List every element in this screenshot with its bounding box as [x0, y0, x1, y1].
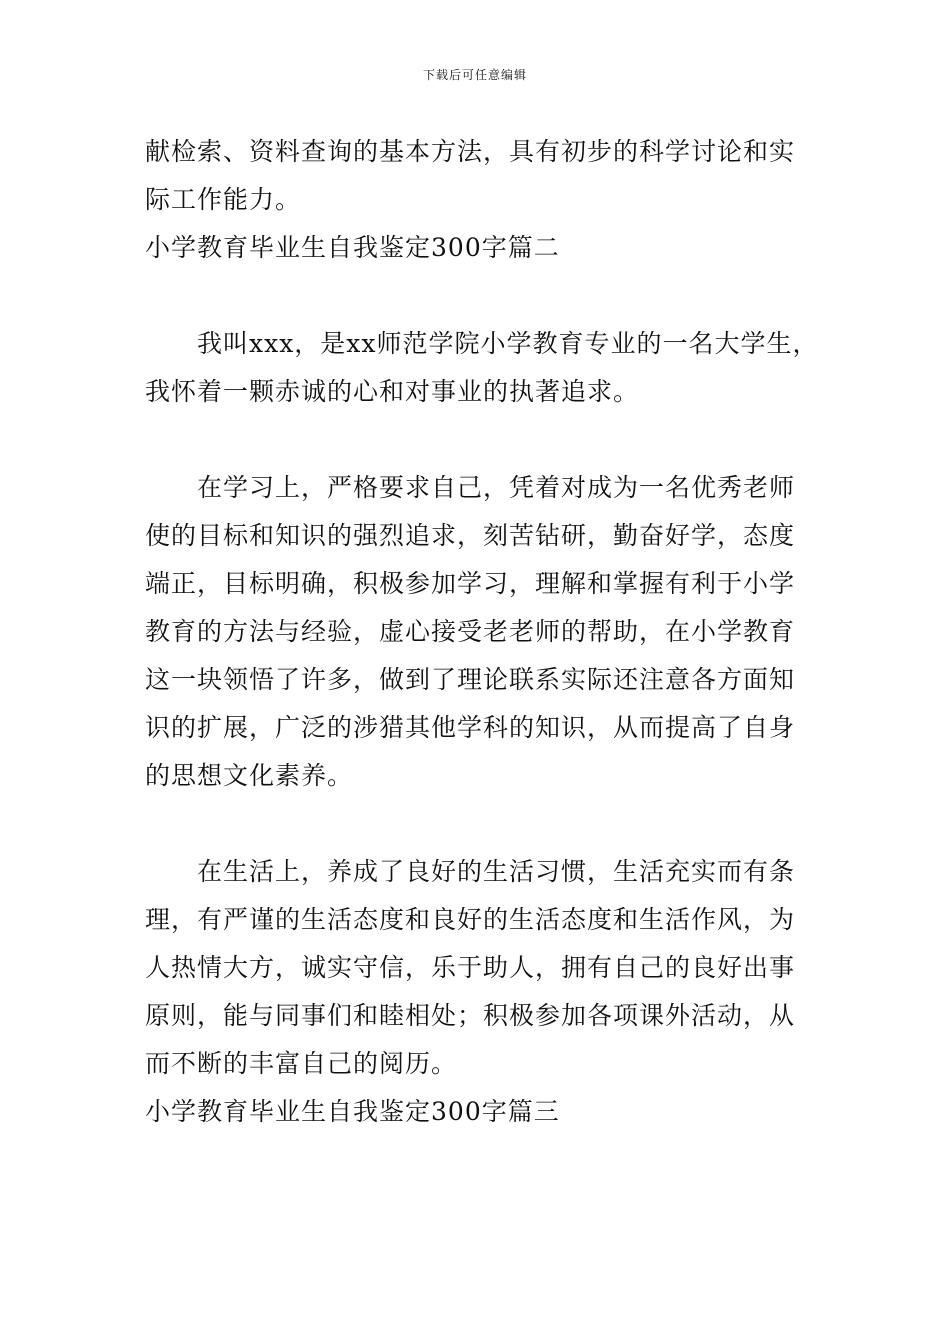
document-body [145, 128, 825, 1136]
paragraph-2-line-5: 这一块领悟了许多，做到了理论联系实际还注意各方面知 [145, 665, 796, 694]
paragraph-2-line-4: 教育的方法与经验，虚心接受老老师的帮助，在小学教育 [145, 617, 796, 646]
paragraph-gap [145, 800, 825, 848]
paragraph-2-line-2: 使的目标和知识的强烈追求，刻苦钻研，勤奋好学，态度 [145, 521, 796, 550]
paragraph-3-line-3: 人热情大方，诚实守信，乐于助人，拥有自己的良好出事 [145, 953, 796, 982]
paragraph-gap [145, 416, 825, 464]
paragraph-2-line-6: 识的扩展，广泛的涉猎其他学科的知识，从而提高了自身 [145, 713, 796, 742]
section-heading-two: 小学教育毕业生自我鉴定300字篇二 [145, 233, 560, 262]
paragraph-2-line-1: 在学习上，严格要求自己，凭着对成为一名优秀老师 [197, 473, 796, 502]
page-header-note: 下载后可任意编辑 [422, 68, 527, 82]
section-heading-three: 小学教育毕业生自我鉴定300字篇三 [145, 1097, 560, 1126]
paragraph-gap [145, 272, 825, 320]
paragraph-3-line-2: 理，有严谨的生活态度和良好的生活态度和生活作风，为 [145, 905, 796, 934]
paragraph-3-line-5: 而不断的丰富自己的阅历。 [145, 1049, 458, 1078]
intro-line-1: 献检索、资料查询的基本方法，具有初步的科学讨论和实 [145, 137, 796, 166]
paragraph-3-line-4: 原则，能与同事们和睦相处；积极参加各项课外活动，从 [145, 1001, 796, 1030]
paragraph-3-line-1: 在生活上，养成了良好的生活习惯，生活充实而有条 [197, 857, 796, 886]
paragraph-1-line-1: 我叫xxx，是xx师范学院小学教育专业的一名大学生， [197, 329, 819, 358]
paragraph-1-line-2: 我怀着一颗赤诚的心和对事业的执著追求。 [145, 377, 640, 406]
paragraph-2-line-7: 的思想文化素养。 [145, 761, 354, 790]
intro-line-2: 际工作能力。 [145, 185, 302, 214]
paragraph-2-line-3: 端正，目标明确，积极参加学习，理解和掌握有利于小学 [145, 569, 796, 598]
